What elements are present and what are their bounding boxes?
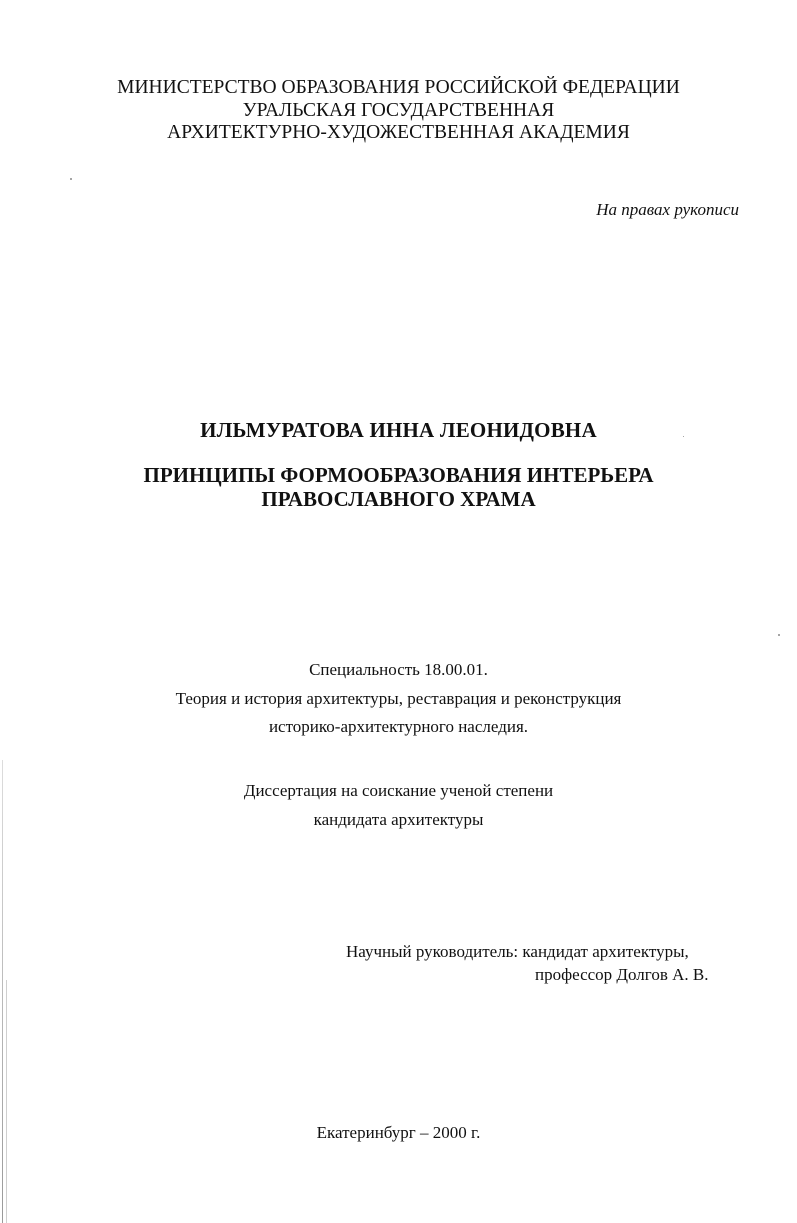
dissertation-title — [0, 463, 797, 511]
title-line-2: ПРАВОСЛАВНОГО ХРАМА — [261, 487, 536, 511]
specialty-block — [0, 656, 797, 742]
scan-speck — [70, 178, 72, 180]
scan-speck — [778, 634, 780, 636]
city-and-year: Екатеринбург – 2000 г. — [316, 1123, 481, 1142]
degree-block — [0, 776, 797, 834]
academy-line: АРХИТЕКТУРНО-ХУДОЖЕСТВЕННАЯ АКАДЕМИЯ — [167, 122, 630, 143]
institution-header — [0, 77, 797, 145]
university-line: УРАЛЬСКАЯ ГОСУДАРСТВЕННАЯ — [242, 99, 555, 121]
manuscript-rights-note: На правах рукописи — [596, 200, 739, 219]
specialty-code: Специальность 18.00.01. — [309, 660, 488, 679]
scan-edge-shadow-inner — [6, 980, 7, 1223]
advisor-line-1: Научный руководитель: кандидат архитектуры, — [346, 942, 689, 961]
degree-line-1: Диссертация на соискание ученой степени — [243, 781, 554, 800]
ministry-line: МИНИСТЕРСТВО ОБРАЗОВАНИЯ РОССИЙСКОЙ ФЕДЕРАЦИИ — [117, 77, 680, 98]
specialty-name-line-1: Теория и история архитектуры, реставрация и реконструкция — [175, 688, 622, 708]
degree-line-2: кандидата архитектуры — [313, 810, 484, 829]
specialty-name-line-2: историко-архитектурного наследия. — [268, 717, 529, 736]
title-line-1: ПРИНЦИПЫ ФОРМООБРАЗОВАНИЯ ИНТЕРЬЕРА — [143, 463, 654, 487]
advisor-line-2: профессор Долгов А. В. — [535, 965, 709, 984]
author-name: ИЛЬМУРАТОВА ИННА ЛЕОНИДОВНА — [200, 418, 597, 442]
